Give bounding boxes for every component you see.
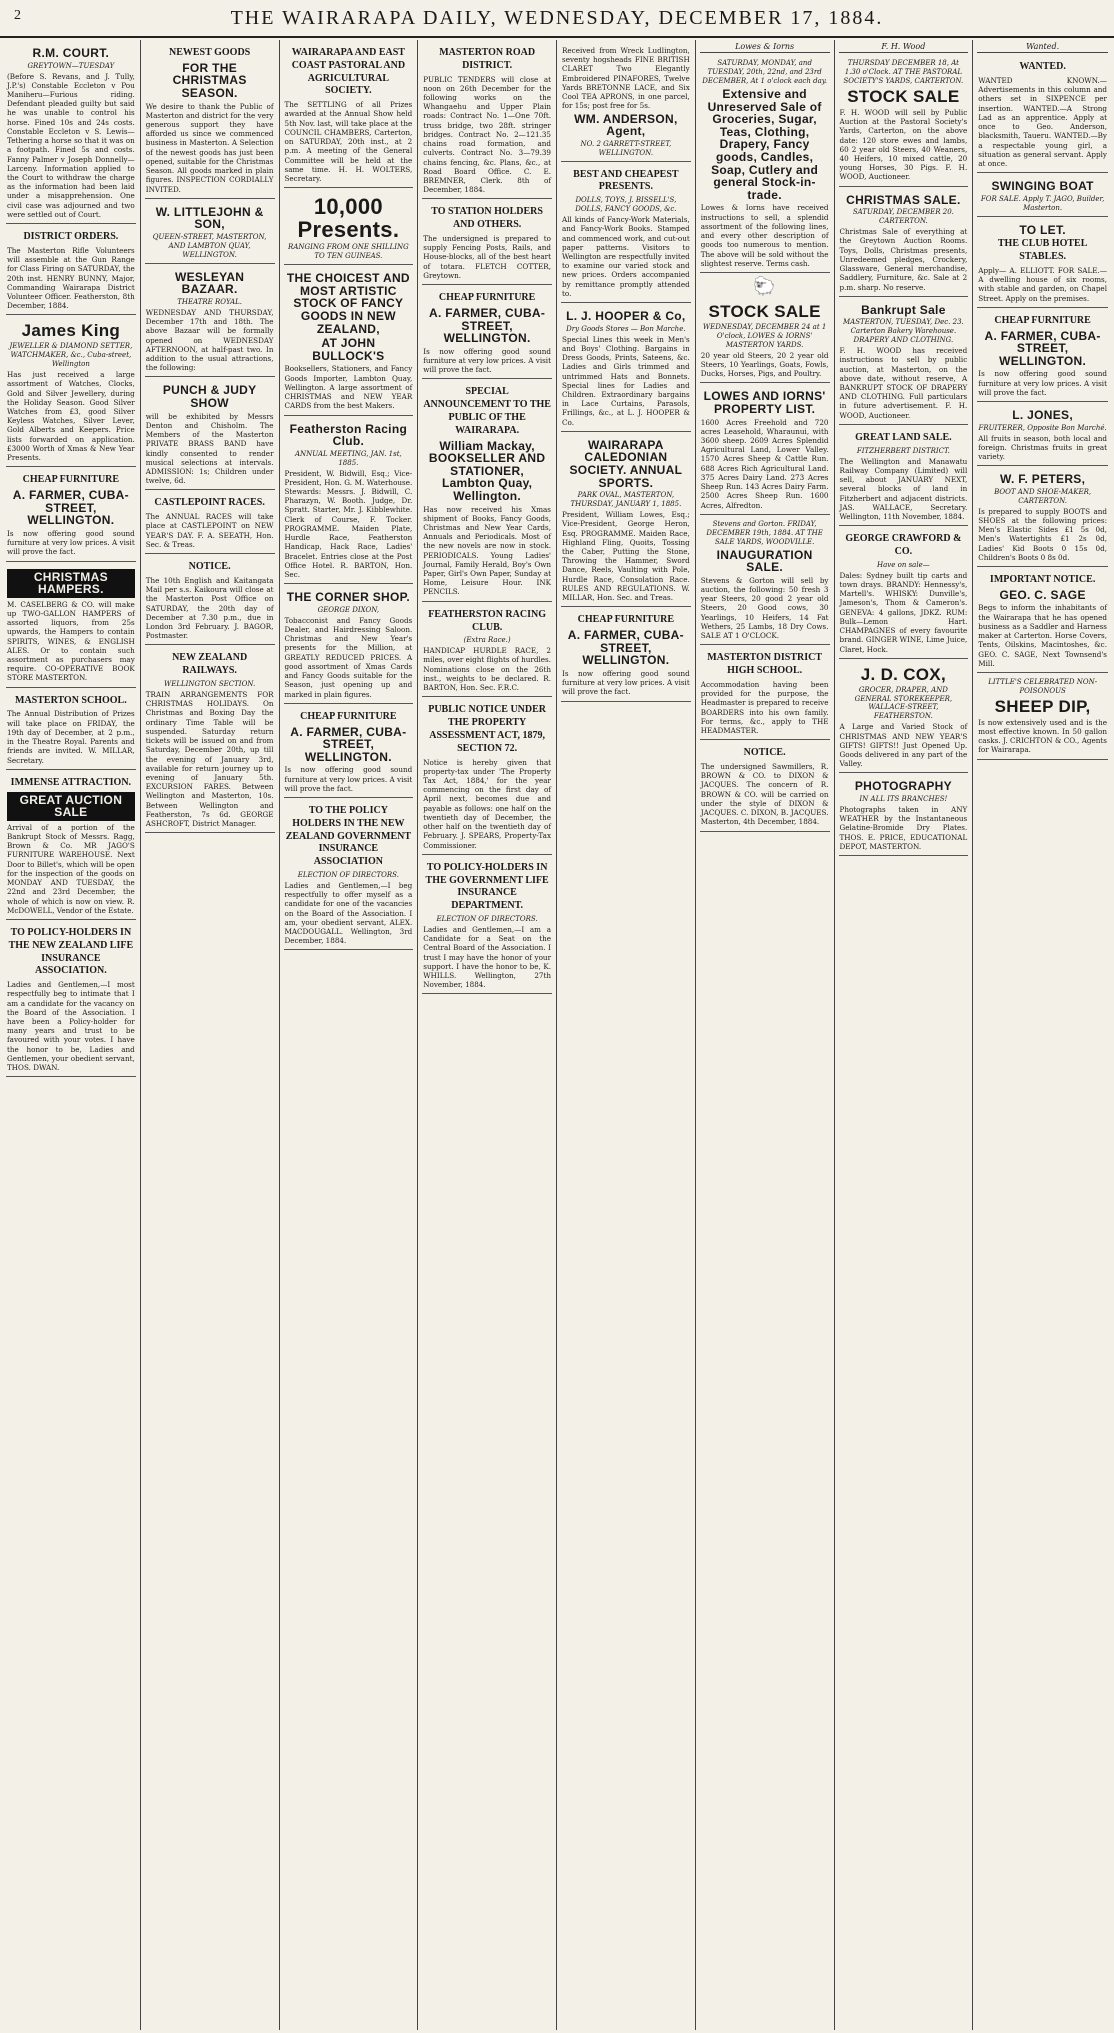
ad-body: TRAIN ARRANGEMENTS FOR CHRISTMAS HOLIDAYS. On Christmas and Boxing Day the ordinary Time Table will be suspended. Saturday return tickets will be issued on and from Saturday, December 20th, up till the evening of January 3rd, available for return journey up to evening of January 5th. EXCURSION FARES. Between Wellington and Masterton, 10s. Between Wellington and Featherston, 7s 6d. GEORGE ASHCROFT, District Manager. — [145, 689, 274, 829]
ad-sheep-dip — [977, 675, 1108, 760]
ad-title: PHOTOGRAPHY — [854, 779, 952, 794]
ad-title: SPECIAL ANNOUNCEMENT TO THE PUBLIC OF THE WAIRARAPA. — [423, 386, 551, 436]
ad-body: Has just received a large assortment of Watches, Clocks, Gold and Silver Jewellery, during the Holiday Season. Good Silver Watches from £3, good Silver Keyless Watches, Silver Lever, Gold Alberts and Keepers. Price lists forwarded on application. £3000 Worth of Xmas & New Year Presents. — [7, 370, 135, 463]
ad-caledonian-society — [561, 434, 691, 607]
ad-presents — [284, 190, 414, 265]
ad-title: FEATHERSTON RACING CLUB. — [428, 608, 546, 633]
ad-body: A Large and Varied Stock of CHRISTMAS AND NEW YEAR'S GIFTS! GIFTS!! Just Opened Up. Goods delivered in any part of the Valley. — [839, 722, 968, 769]
ad-body: Booksellers, Stationers, and Fancy Goods Importer, Lambton Quay, Wellington. A large assortment of CHRISTMAS and NEW YEAR CARDS from the best Makers. — [284, 364, 413, 411]
ad-body: President, William Lowes, Esq.; Vice-President, George Heron, Esq. PROGRAMME. Maiden Race, Highland Fling, Quoits, Tossing the Caber, Putting the Stone, Throwing the Hammer, Sword Dance, Reels, Vaulting with Pole, Hurdle Race, Consolation Race. RULES AND REGULATIONS. W. MILLAR, Hon. Sec. and Treas. — [562, 510, 690, 603]
ad-title: TO POLICY-HOLDERS IN THE NEW ZEALAND LIFE INSURANCE ASSOCIATION. — [8, 926, 134, 977]
ad-body: The ANNUAL RACES will take place at CASTLEPOINT on NEW YEAR'S DAY. F. A. SEEATH, Hon. Sec. & Treas. — [145, 512, 274, 549]
ad-body: F. H. WOOD has received instructions to sell by public auction, at Masterton, on the above date, without reserve, A BANKRUPT STOCK OF DRAPERY AND CLOTHING. Full particulars in future advertisement. F. H. WOOD, Auctioneer. — [839, 346, 968, 420]
ad-body: Dales: Sydney built tip carts and town drays. BRANDY: Hennessy's, Martell's. WHISKY: Dunville's, Jameson's, Thom & Cameron's. GENEVA: 4 gallons, JDKZ. RUM: Bulk—Lemon Hart. CHAMPAGNES of every favourite brand. GINGER WINE, Lime Juice, Claret, Hock. — [839, 570, 968, 654]
ad-title: IMMENSE ATTRACTION. — [10, 776, 132, 788]
ad-christmas-hampers — [6, 564, 136, 688]
ad-geo-sage — [977, 569, 1108, 673]
ad-title: STOCK SALE — [708, 302, 821, 321]
ad-subtitle: A. FARMER, CUBA-STREET, WELLINGTON. — [12, 488, 129, 528]
column-2 — [141, 40, 280, 2030]
ad-subtitle: FITZHERBERT DISTRICT. — [856, 446, 950, 455]
ad-body: Notice is hereby given that property-tax under 'The Property Tax Act, 1884,' for the year commencing on the first day of April next, becomes due and payable as follows: one half on the twentieth day of December, the other half on the twentieth day of February. J. SPEARS, Property-Tax Commissioner. — [423, 757, 551, 850]
ad-title: WESLEYAN BAZAAR. — [174, 269, 245, 297]
ad-title: BEST AND CHEAPEST PRESENTS. — [573, 168, 679, 193]
ad-cheap-furniture — [422, 287, 552, 379]
ad-subtitle: MASTERTON, TUESDAY, Dec. 23. Carterton Bakery Warehouse. DRAPERY AND CLOTHING. — [842, 318, 964, 345]
ad-subtitle: A. FARMER, CUBA-STREET, WELLINGTON. — [984, 328, 1101, 368]
ad-title: CHEAP FURNITURE — [22, 474, 120, 486]
ad-cheap-furniture — [561, 609, 691, 701]
ad-body: will be exhibited by Messrs Denton and Chisholm. The Members of the Masterton PRIVATE BRASS BAND have kindly consented to render musical selections at intervals. ADMISSION: 1s; Children under twelve, 6d. — [145, 411, 274, 486]
columns — [2, 40, 1112, 2030]
ad-body: All fruits in season, both local and foreign. Christmas fruits in great variety. — [978, 433, 1107, 461]
ad-title: TO THE POLICY HOLDERS IN THE NEW ZEALAND GOVERNMENT INSURANCE ASSOCIATION — [285, 804, 412, 868]
ad-subtitle: NO. 2 GARRETT-STREET, WELLINGTON. — [580, 139, 672, 157]
ad-title: GEORGE CRAWFORD & CO. — [845, 533, 962, 557]
ad-subtitle: BOOT AND SHOE-MAKER, CARTERTON. — [994, 487, 1092, 505]
ad-nz-railways — [145, 647, 275, 833]
ad-subtitle: SATURDAY, MONDAY, and TUESDAY, 20th, 22nd, and 23rd DECEMBER, At 1 o'clock each day. — [702, 59, 827, 86]
column-7 — [835, 40, 974, 2030]
page-number: 2 — [14, 8, 23, 23]
ad-dixon-notice — [700, 742, 830, 831]
ad-george-crawford — [839, 528, 969, 659]
ad-title: Bankrupt Sale — [861, 302, 946, 317]
ad-body: The Masterton Rifle Volunteers will assemble at the Gun Range for Class Firing on SATURDAY, the 20th inst. HENRY BUNNY, Major, Commanding Wairarapa District Volunteer Officer. Featherston, 8th December, 1884. — [7, 245, 135, 311]
ad-body: Ladies and Gentlemen,—I beg respectfully to offer myself as a candidate for one of the vacancies on the Board of the Association. I am, your obedient servant, ALEX. MACDOUGALL. Wellington, 3rd December, 1884. — [284, 880, 413, 946]
ad-title: SWINGING BOAT — [991, 179, 1094, 194]
ad-masterton-school — [6, 690, 136, 770]
ad-body: The SETTLING of all Prizes awarded at the Annual Show held 5th Nov. last, will take place at the COUNCIL CHAMBERS, Carterton, on SATURDAY, 20th inst., at 2 p.m. A meeting of the General Committee will be held at the same time. H. H. WOLTERS, Secretary. — [284, 100, 413, 183]
ad-body: WANTED KNOWN.—Advertisements in this column and others set in SIXPENCE per insertion. WANTED.—A Strong Lad as an apprentice. Apply at once to Geo. Anderson, blacksmith, Taueru. WANTED.—By a respectable young girl, a situation as general servant. Apply at once. — [978, 76, 1107, 168]
ad-body: Received from Wreck Ludlington, seventy hogsheads FINE BRITISH CLARET Two Elegantly Embroidered PINAFORES, Twelve Yards BRETONNE LACE, and Six Cool TEA APRONS, in one parcel, for 15s; post free for 5s. — [562, 46, 690, 111]
ad-title: L. J. HOOPER & Co, — [566, 309, 686, 324]
ad-body: The Annual Distribution of Prizes will take place on FRIDAY, the 19th day of December, at 2 p.m., in the Theatre Royal. Parents and friends are invited. W. MILLAR, Secretary. — [7, 709, 135, 765]
ad-government-insurance — [422, 857, 552, 995]
ad-body: President, W. Bidwill, Esq.; Vice-President, Hon. G. M. Waterhouse. Stewards: Messrs. J. Bidwill, C. Pharazyn, W. Booth. Judge, Dr. Spratt. Starter, Mr. J. Kibblewhite. Clerk of Course, F. Tocker. PROGRAMME. Maiden Plate, Hurdle Race, Featherston Handicap, Hack Race, Ladies' Bracelet. Entries close at the Post Office Hotel. R. BARTON, Hon. Sec. — [284, 468, 413, 579]
ad-subtitle: IN ALL ITS BRANCHES! — [859, 795, 948, 804]
ad-road-district — [422, 42, 552, 199]
ad-cheap-furniture — [977, 310, 1108, 402]
ad-subtitle: WELLINGTON SECTION. — [164, 680, 256, 689]
ad-subtitle: FRUITERER, Opposite Bon Marché. — [978, 423, 1107, 432]
column-4 — [418, 40, 557, 2030]
ad-body: 1600 Acres Freehold and 720 acres Leasehold, Wharaunui, with 3600 sheep. 2609 Acres Splendid Agricultural Land, Lower Valley. 1570 Acres Sheep & Cattle Run. 688 Acres Rich Agricultural Land. 375 Acres Dairy Land. 273 Acres Sheep Run. 143 Acres Dairy Farm. 2500 Acres Sheep Run. 1600 Acres, Alfredton. — [700, 417, 829, 510]
ad-title: WM. ANDERSON, Agent, — [574, 111, 678, 139]
ad-high-school — [700, 647, 830, 740]
ad-title: LOWES AND IORNS' PROPERTY LIST. — [703, 389, 826, 416]
ad-body: WEDNESDAY AND THURSDAY, December 17th and 18th. The above Bazaar will be formally opened on WEDNESDAY AFTERNOON, at half-past two. In addition to the usual attractions, the following: — [145, 307, 274, 373]
ad-title: THE CORNER SHOP. — [286, 590, 410, 605]
ad-title: CHEAP FURNITURE — [577, 614, 675, 626]
ad-body: We desire to thank the Public of Masterton and district for the very generous support they have afforded us since we commenced business in Masterton. A Selection of the newest goods has just been opened, suitable for the Christmas Season. All goods marked in plain figures. INSPECTION CORDIALLY INVITED. — [145, 101, 274, 194]
ad-body: Is now extensively used and is the most effective known. In 50 gallon casks. J. CRICHTON & CO., Agents for Wairarapa. — [978, 717, 1107, 755]
ad-subtitle: GEO. C. SAGE — [999, 587, 1086, 602]
ad-to-let — [977, 219, 1108, 308]
ad-body: HANDICAP HURDLE RACE, 2 miles, over eight flights of hurdles. Nominations close on the 26th inst., weights to be declared. R. BARTON, Hon. Sec. F.R.C. — [423, 646, 551, 693]
ad-subtitle: Stevens and Gorton. FRIDAY, DECEMBER 19th, 1884. AT THE SALE YARDS, WOODVILLE. — [706, 519, 823, 546]
ad-title: THE CHOICEST AND MOST ARTISTIC STOCK OF FANCY GOODS IN NEW ZEALAND, — [286, 271, 410, 336]
ad-body: Is now offering good sound furniture at very low prices. A visit will prove the fact. — [7, 528, 135, 557]
ad-title: TO POLICY-HOLDERS IN THE GOVERNMENT LIFE INSURANCE DEPARTMENT. — [425, 861, 549, 912]
ad-newest-goods — [145, 42, 275, 199]
ad-body: Special Lines this week in Men's and Boys' Clothing. Bargains in Dress Goods, Prints, Sateens, &c. Ladies and Girls trimmed and untrimmed Hats and Bonnets. Special lines for Ladies and Children. Extraordinary bargains in Lace Curtains, Parasols, Frillings, &c., at L. J. HOOPER & Co. — [562, 334, 690, 427]
ad-subtitle: Have on sale— — [877, 560, 930, 569]
ad-featherston-extra-race — [422, 604, 552, 698]
ad-title: MASTERTON DISTRICT HIGH SCHOOL. — [707, 652, 823, 677]
ad-subtitle: LITTLE'S CELEBRATED NON-POISONOUS — [988, 677, 1098, 695]
ad-body: Apply— A. ELLIOTT. FOR SALE.—A dwelling house of six rooms, with stable and garden, on Chapel Street. Apply on the premises. — [978, 265, 1107, 303]
ad-title: MASTERTON SCHOOL. — [15, 694, 127, 706]
ad-subtitle: RANGING FROM ONE SHILLING TO TEN GUINEAS. — [288, 243, 409, 261]
ad-body: Stevens & Gorton will sell by auction, the following: 50 fresh 3 year Steers, 20 good 2 year old Steers, 20 Good cows, 30 Yearlings, 10 Heifers, 14 Fat Wethers, 25 Lambs, 18 Dry Cows. SALE AT 1 O'CLOCK. — [700, 575, 829, 641]
ad-title: Extensive and Unreserved Sale of Groceries, Sugar, Teas, Clothing, Drapery, Fancy goods, Candles, Soap, Cutlery and general Stock-in-trade. — [707, 87, 822, 202]
ad-subtitle: GREYTOWN—TUESDAY — [27, 61, 115, 70]
ad-william-mackay — [422, 381, 552, 601]
ad-title: CASTLEPOINT RACES. — [154, 497, 265, 509]
ad-subtitle: (Extra Race.) — [463, 636, 511, 645]
column-6 — [696, 40, 835, 2030]
ad-christmas-sale — [839, 189, 969, 297]
ad-title: NEW ZEALAND RAILWAYS. — [172, 652, 248, 677]
ad-body: Is now offering good sound furniture at very low prices. A visit will prove the fact. — [978, 369, 1107, 397]
ad-subtitle: FOR THE CHRISTMAS SEASON. — [172, 60, 247, 100]
ad-castlepoint-races — [145, 492, 275, 554]
ad-subtitle: ANNUAL MEETING, JAN. 1st, 1885. — [295, 449, 402, 467]
ad-stock-sale-carterton — [839, 56, 969, 186]
ad-body: Is prepared to supply BOOTS and SHOES at the following prices: Men's Elastic Sides £1 5s 0d, Men's Watertights £1 2s 0d, Ladies' Kid Boots 0 15s 0d, Children's Boots 0 8s 0d. — [978, 506, 1107, 562]
ad-wf-peters — [977, 468, 1108, 567]
ad-body: Ladies and Gentlemen,—I most respectfully beg to intimate that I am a candidate for the vacancy on the Board of the Association. I have been a Policy-holder for many years and trust to be favoured with your votes. I have the honor to be, Ladies and Gentlemen, your obedient servant, THOS. DWAN. — [7, 980, 135, 1073]
ad-title: W. F. PETERS, — [1000, 472, 1086, 487]
ad-l-jones — [977, 404, 1108, 466]
ad-title: TO STATION HOLDERS AND OTHERS. — [431, 206, 543, 231]
ad-cheap-furniture — [284, 706, 414, 798]
ad-title: James King — [21, 321, 121, 341]
ad-body: The undersigned Sawmillers, R. BROWN & CO. to DIXON & JACQUES. The concern of R. BROWN & CO. will be carried on under the style of DIXON & JACQUES. C. DIXON, B. JACQUES. Masterton, 4th December, 1884. — [700, 762, 829, 827]
ad-body: The Wellington and Manawatu Railway Company (Limited) will sell, about JANUARY NEXT, several blocks of land in Fitzherbert and adjacent districts. JAS. WALLACE, Secretary. Wellington, 11th November, 1884. — [839, 456, 968, 521]
ad-subtitle: AT JOHN BULLOCK'S — [312, 336, 385, 363]
column-header: Wanted. — [977, 42, 1108, 53]
ad-rm-court — [6, 42, 136, 224]
ad-body: Photographs taken in ANY WEATHER by the Instantaneous Gelatine-Bromide Dry Plates. THOS. E. PRICE, EDUCATIONAL DEPOT, MASTERTON. — [839, 805, 968, 851]
ad-title: STOCK SALE — [847, 87, 960, 107]
ad-inauguration-sale — [700, 517, 830, 646]
ad-title: WAIRARAPA CALEDONIAN SOCIETY. ANNUAL SPORTS. — [569, 437, 683, 490]
ad-title: J. D. COX, — [860, 664, 946, 684]
ad-body: Begs to inform the inhabitants of the Wairarapa that he has opened business as a Saddler and Harness maker at Carterton. Horse Covers, Tents, Oilskins, Macintoshes, &c. GEO. C. SAGE, Next Townsend's Mill. — [978, 603, 1107, 668]
column-5 — [557, 40, 696, 2030]
ad-body: Lowes & Iorns have received instructions to sell, a splendid assortment of the following lines, and every other description of goods too numerous to mention. The above will be sold without the slightest reserve. Terms cash. — [700, 203, 829, 268]
ad-subtitle: A. FARMER, CUBA-STREET, WELLINGTON. — [567, 628, 684, 668]
ad-body: All kinds of Fancy-Work Materials, and Fancy-Work Books. Stamped and commenced work, and cut-out paper patterns. Visitors to Wellington are respectfully invited to examine our varied stock and new prices. Orders accompanied by remittance promptly attended to. — [562, 215, 690, 298]
ad-subtitle: A. FARMER, CUBA-STREET, WELLINGTON. — [429, 305, 546, 346]
ad-body: Arrival of a portion of the Bankrupt Stock of Messrs. Ragg, Brown & Co. MR JAGO'S FURNITURE WAREHOUSE. Next Door to Billet's, which will be open for the inspection of the goods on MONDAY AND TUESDAY, the 22nd and 23rd December, the whole of which is now on view. R. McDOWELL, Vendor of the Estate. — [7, 822, 135, 915]
ad-subtitle: ELECTION OF DIRECTORS. — [297, 870, 399, 879]
ad-title: CHEAP FURNITURE — [300, 710, 397, 722]
ad-subtitle: THE CLUB HOTEL STABLES. — [997, 238, 1088, 263]
ad-subtitle: GREAT AUCTION SALE — [7, 792, 135, 821]
ad-title: WAIRARAPA AND EAST COAST PASTORAL AND AGRICULTURAL SOCIETY. — [291, 47, 406, 97]
ad-title: MASTERTON ROAD DISTRICT. — [439, 47, 536, 71]
ad-station-holders — [422, 201, 552, 285]
ad-title: NOTICE. — [188, 561, 231, 573]
ad-wanted — [977, 56, 1108, 173]
ad-district-orders — [6, 226, 136, 315]
ad-title: PUNCH & JUDY SHOW — [162, 383, 257, 411]
ad-wesleyan-bazaar — [145, 266, 275, 378]
ad-title: DISTRICT ORDERS. — [23, 231, 119, 243]
ad-title: NEWEST GOODS — [169, 47, 251, 58]
ad-subtitle: GEORGE DIXON, — [317, 605, 380, 614]
ad-subtitle: GROCER, DRAPER, AND GENERAL STOREKEEPER, WALLACE-STREET, FEATHERSTON. — [854, 685, 953, 721]
ad-bissell — [561, 164, 691, 303]
ad-body: Accommodation having been provided for the purpose, the Headmaster is prepared to receive BOARDERS into his own family. For terms, &c., apply to THE HEADMASTER. — [700, 679, 829, 735]
ad-body: The 10th English and Kaitangata Mail per s.s. Kaikoura will close at the Masterton Post Office on SATURDAY, the 20th day of December at 7.30 p.m., due in London 3rd February. J. BAGOR, Postmaster. — [145, 575, 274, 641]
column-header: F. H. Wood — [839, 42, 969, 53]
masthead — [0, 0, 1114, 38]
ad-body: F. H. WOOD will sell by Public Auction at the Pastoral Society's Yards, Carterton, on the above date: 120 store ewes and lambs, 60 2 year old Steers, 40 Weaners, 40 Heifers, 10 mixed cattle, 20 young Horses, 30 Pigs. F. H. WOOD, Auctioneer. — [839, 107, 968, 182]
ad-jd-cox — [839, 661, 969, 774]
ad-title: CHEAP FURNITURE — [994, 314, 1091, 326]
column-8 — [973, 40, 1112, 2030]
ad-body: Tobacconist and Fancy Goods Dealer, and Hairdressing Saloon. Christmas and New Year's presents for the Million, at GREATLY REDUCED PRICES. A good assortment of Xmas Cards and Fancy Goods suitable for the Season, just opening up and marked in plain figures. — [284, 615, 413, 699]
ad-title: CHRISTMAS HAMPERS. — [7, 569, 135, 598]
ad-title: WANTED. — [1019, 61, 1066, 73]
ad-bankrupt-sale — [839, 299, 969, 425]
ad-cheap-furniture — [6, 469, 136, 561]
ad-subtitle: DOLLS, TOYS, J. BISSELL'S, DOLLS, FANCY GOODS, &c. — [575, 196, 677, 214]
ad-title: GREAT LAND SALE. — [855, 431, 952, 443]
masthead-title: THE WAIRARAPA DAILY, WEDNESDAY, DECEMBER 17, 1884. — [230, 6, 884, 29]
ad-title: 10,000 Presents. — [297, 194, 400, 243]
ad-body: Has now received his Xmas shipment of Books, Fancy Goods, Christmas and New Year Cards, Annuals and Periodicals. Most of the new novels are now in stock. PERIODICALS. Young Ladies' Journal, Family Herald, Boy's Own Paper, Girl's Own Paper, Sunday at Home, Leisure Hour. INK PENCILS. — [423, 504, 551, 597]
ad-title: CHEAP FURNITURE — [438, 292, 536, 304]
ad-subtitle: A. FARMER, CUBA-STREET, WELLINGTON. — [290, 724, 407, 764]
ad-stock-sale — [700, 298, 830, 383]
ad-james-king — [6, 317, 136, 467]
ad-subtitle: JEWELLER & DIAMOND SETTER, WATCHMAKER, &c., Cuba-street, Wellington — [9, 342, 133, 369]
ad-subtitle: Dry Goods Stores — Bon Marche. — [566, 324, 686, 333]
ad-corner-shop — [284, 586, 414, 704]
ad-subtitle: William Mackay, BOOKSELLER AND STATIONER, Lambton Quay, Wellington. — [428, 438, 546, 503]
ad-body: 20 year old Steers, 20 2 year old Steers, 10 Yearlings, Goats, Fowls, Ducks, Horses, Pigs, and Poultry. — [700, 350, 829, 379]
ad-immense-attraction — [6, 772, 136, 920]
ad-extensive-sale — [700, 56, 830, 273]
ad-property-list — [700, 385, 830, 514]
ad-title: CHRISTMAS SALE. — [846, 192, 961, 207]
ad-punch-judy — [145, 379, 275, 490]
ad-photography — [839, 775, 969, 856]
ad-body: Christmas Sale of everything at the Greytown Auction Rooms. Toys, Dolls, Christmas presents, Unredeemed pledges, Crockery, Glassware, General merchandise, Saddlery, Furniture, &c. Sale at 2 p.m. sharp. No reserve. — [839, 227, 968, 292]
ad-subtitle: WEDNESDAY, DECEMBER 24 at 1 O'clock, LOWES & IORNS' MASTERTON YARDS. — [702, 322, 827, 349]
ad-insurance-election — [284, 800, 414, 950]
ad-property-tax — [422, 699, 552, 854]
ad-littlejohn — [145, 201, 275, 264]
ad-body: PUBLIC TENDERS will close at noon on 26th December for the following works on the Whangaehu and Upper Plain roads: Contract No. 1—One 70ft. truss bridge, two 28ft. stringer bridges. Contract No. 2—121.35 chains road formation, and culverts. Contract No. 3—79.39 chains fencing, &c. Plans, &c., at Road Board Office. C. E. BREMNER, Clerk. 8th of December, 1884. — [423, 74, 551, 195]
ad-title: W. LITTLEJOHN & SON, — [155, 204, 264, 232]
ad-body: Is now offering good sound furniture at very low prices. A visit will prove the fact. — [423, 346, 551, 375]
ad-subtitle: THURSDAY DECEMBER 18, At 1.30 o'Clock. AT THE PASTORAL SOCIETY'S YARDS, CARTERTON. — [843, 59, 964, 86]
ad-body: The undersigned is prepared to supply Fencing Posts, Rails, and House-blocks, all of the best heart of totara. FLETCH COTTER, Greytown. — [423, 234, 551, 280]
ad-great-land-sale — [839, 427, 969, 526]
ad-body: Ladies and Gentlemen,—I am a Candidate for a Seat on the Central Board of the Association. I trust I may have the honor of your support. I have the honor to be, K. WHILLS. Wellington, 27th November, 1884. — [423, 924, 551, 990]
ad-swinging-boat — [977, 175, 1108, 217]
ad-mail-notice — [145, 556, 275, 645]
ad-body: M. CASELBERG & CO. will make up TWO-GALLON HAMPERS of assorted liquors, from 25s upwards, the Hampers to contain SPIRITS, WINES, & ENGLISH ALES. Or to contain such assortment as purchasers may require. CO-OPERATIVE BOOK STORE MASTERTON. — [7, 599, 135, 683]
ad-subtitle: ELECTION OF DIRECTORS. — [436, 914, 538, 923]
ad-wm-anderson — [561, 42, 691, 162]
ad-body: Is now offering good sound furniture at very low prices. A visit will prove the fact. — [284, 765, 413, 793]
column-3 — [280, 40, 419, 2030]
ad-hooper — [561, 305, 691, 432]
ad-subtitle: FOR SALE. Apply T. JAGO, Builder, Masterton. — [980, 194, 1105, 212]
ad-title: PUBLIC NOTICE UNDER THE PROPERTY ASSESSMENT ACT, 1879, SECTION 72. — [428, 704, 547, 754]
ad-body: Is now offering good sound furniture at very low prices. A visit will prove the fact. — [562, 668, 690, 697]
ad-subtitle: PARK OVAL, MASTERTON, THURSDAY, JANUARY 1, 1885. — [570, 491, 682, 509]
ad-subtitle: SATURDAY, DECEMBER 20. CARTERTON. — [852, 208, 954, 226]
ad-subtitle: THEATRE ROYAL. — [177, 298, 243, 306]
column-header: Lowes & Iorns — [700, 42, 830, 53]
ad-title: IMPORTANT NOTICE. — [989, 574, 1096, 586]
ad-subtitle: QUEEN-STREET, MASTERTON, AND LAMBTON QUAY, WELLINGTON. — [152, 232, 267, 259]
ad-title: NOTICE. — [743, 747, 786, 759]
sheep-icon: 🐑 — [753, 275, 776, 297]
ad-body: (Before S. Revans, and J. Tully, J.P.'s) Constable Eccleton v Pou Maniheru—Furious riding. Defendant pleaded guilty but said he was unable to control his horse. Fined 10s and 24s costs. Constable Eccleton v S. Lewis—Tethering a horse so that it was on a footpath. Fined 5s and costs. Fanny Palmer v Joseph Donnelly—Larceny. Information applied to the Court to withdraw the charge as the information had been laid under a misapprehension. One civil case was adjourned and two were settled out of Court. — [7, 71, 135, 219]
column-1 — [2, 40, 141, 2030]
ad-title: Featherston Racing Club. — [289, 421, 408, 449]
ad-pastoral-society — [284, 42, 414, 188]
ad-title: R.M. COURT. — [32, 46, 110, 60]
ad-featherston-racing — [284, 418, 414, 585]
ad-title: INAUGURATION SALE. — [716, 547, 813, 575]
ad-title: L. JONES, — [1012, 408, 1073, 423]
ad-policy-holders — [6, 922, 136, 1077]
ad-john-bullock — [284, 267, 414, 415]
ad-title: SHEEP DIP, — [994, 696, 1091, 716]
ad-title: TO LET. — [1019, 222, 1066, 237]
